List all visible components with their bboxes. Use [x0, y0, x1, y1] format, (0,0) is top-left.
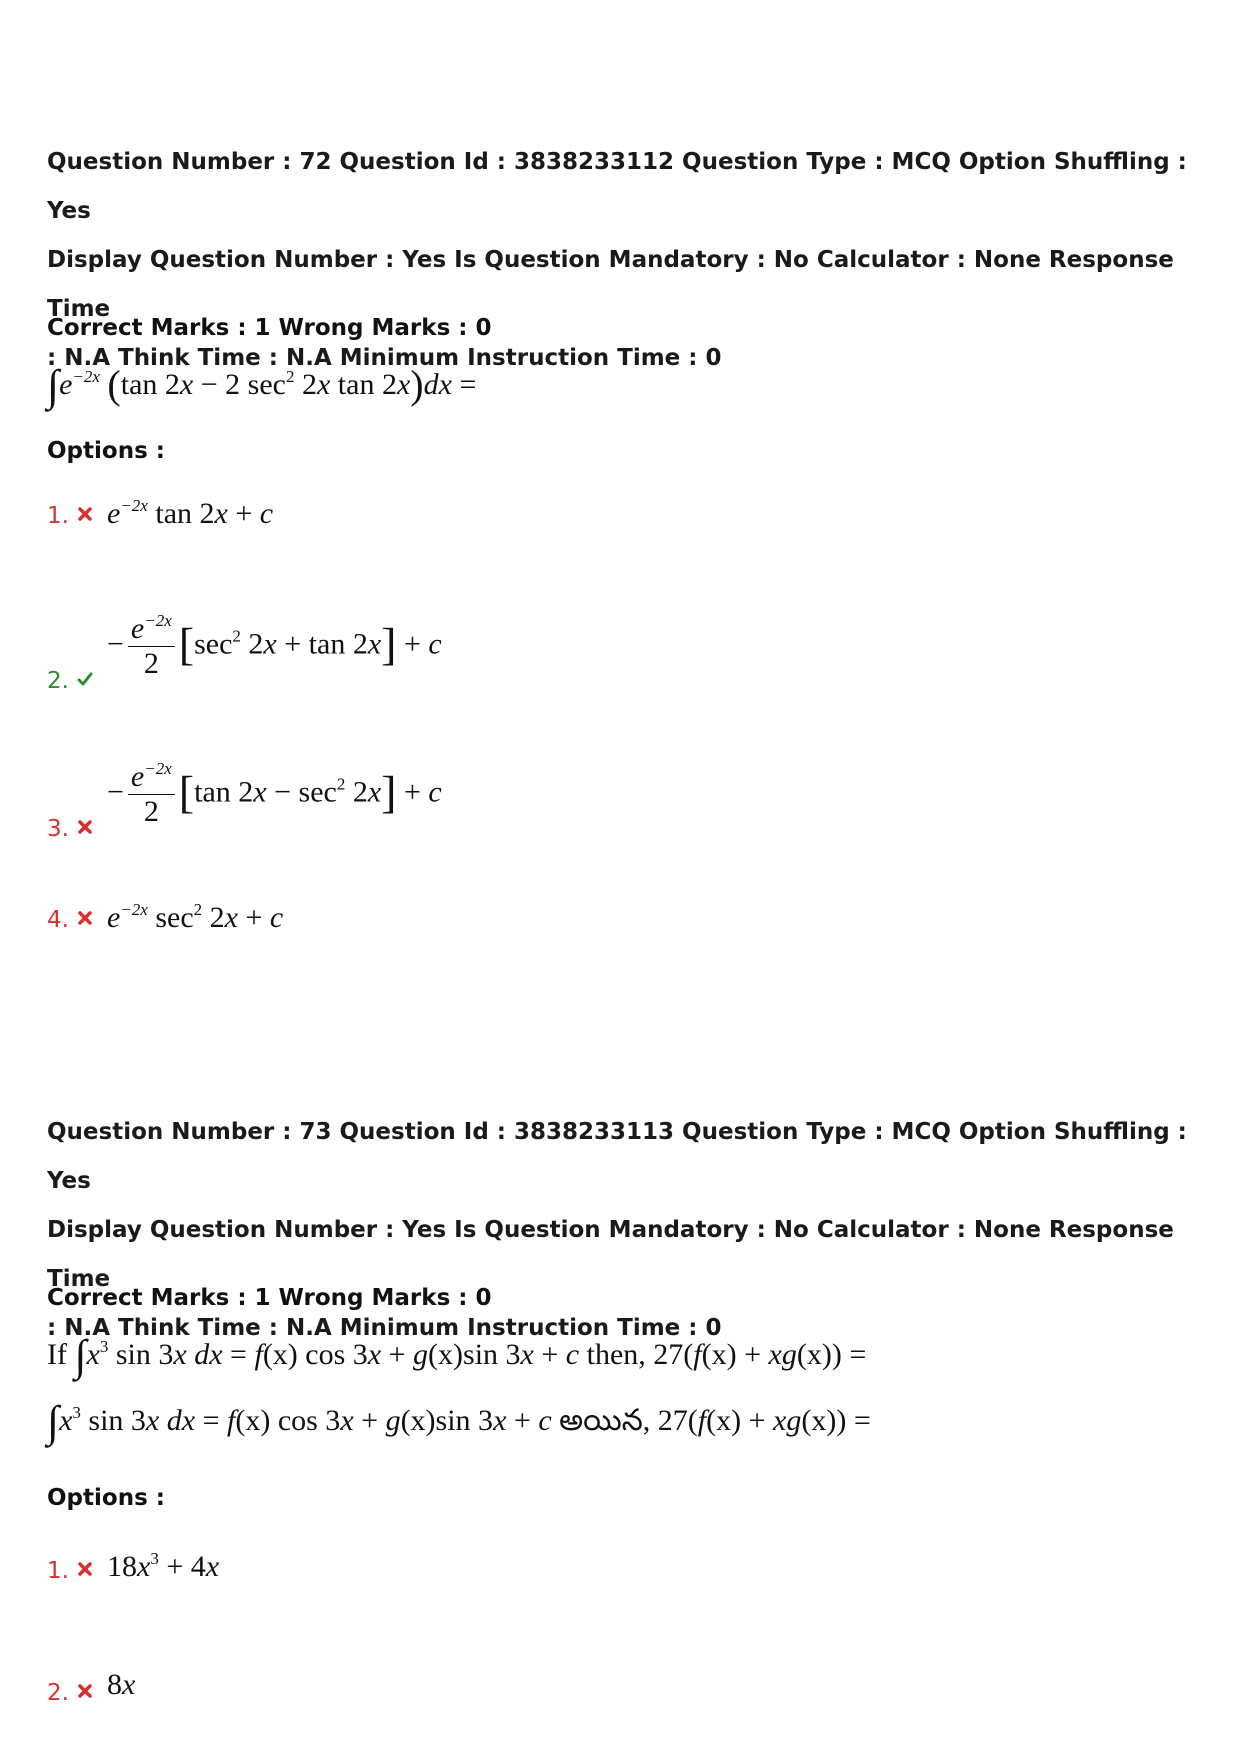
question-73: [47, 1108, 1207, 1748]
marks-line: Correct Marks : 1 Wrong Marks : 0: [47, 1285, 492, 1311]
option-formula: − $\frac{e^{-2x}}{2}$ [tan $2x - \sec^2 2x] + c$: [107, 759, 442, 828]
option-number: 2.: [47, 668, 69, 694]
question-stem: $\int e^{-2x}$ (tan 2x − 2 $\sec^2 2x$ tan 2x)dx =: [47, 361, 477, 410]
option-4[interactable]: [47, 900, 647, 967]
option-1[interactable]: [47, 1549, 647, 1618]
cross-icon: [77, 819, 93, 835]
marks-line: Correct Marks : 1 Wrong Marks : 0: [47, 315, 492, 341]
option-number: 1.: [47, 1558, 69, 1584]
option-1[interactable]: [47, 496, 647, 563]
option-formula: $18x^3 + 4x$: [107, 1549, 220, 1583]
question-meta-line3: : N.A Think Time : N.A Minimum Instruction Time : 0: [47, 1315, 722, 1341]
option-2[interactable]: [47, 611, 647, 728]
option-2[interactable]: [47, 1668, 647, 1740]
fraction: $\frac{e^{-2x}}{2}$: [128, 612, 175, 681]
cross-icon: [77, 1683, 93, 1699]
option-number: 4.: [47, 907, 69, 933]
option-formula: − $\frac{e^{-2x}}{2}$ [$\sec^2$ 2x + tan 2x] + c: [107, 611, 442, 680]
option-3[interactable]: [47, 759, 647, 876]
question-stem-telugu: $\int x^3$ sin 3x dx = f(x) cos 3x + g(x)sin 3x + c అయిన, 27(f(x) + xg(x)) =: [47, 1397, 871, 1446]
question-meta-line3: : N.A Think Time : N.A Minimum Instruction Time : 0: [47, 345, 722, 371]
cross-icon: [77, 506, 93, 522]
option-number: 2.: [47, 1680, 69, 1706]
question-stem-english: If $\int x^3$ sin 3x dx = f(x) cos 3x + g(x)sin 3x + c then, 27(f(x) + xg(x)) =: [47, 1331, 867, 1380]
cross-icon: [77, 910, 93, 926]
option-formula: $e^{-2x}$ $\sec^2 2x + c$: [107, 900, 284, 934]
question-meta-line1: Question Number : 73 Question Id : 3838233113 Question Type : MCQ Option Shuffling : Yes: [47, 1119, 1187, 1194]
check-icon: [77, 671, 93, 687]
option-number: 1.: [47, 503, 69, 529]
cross-icon: [77, 1561, 93, 1577]
options-label: Options :: [47, 1485, 165, 1511]
question-72: [47, 138, 1207, 1018]
question-meta-line2: Display Question Number : Yes Is Question Mandatory : No Calculator : None Response Time: [47, 1217, 1174, 1292]
question-meta-line1: Question Number : 72 Question Id : 3838233112 Question Type : MCQ Option Shuffling : Yes: [47, 149, 1187, 224]
fraction: $\frac{e^{-2x}}{2}$: [128, 760, 175, 829]
option-number: 3.: [47, 816, 69, 842]
option-formula: 8x: [107, 1668, 136, 1701]
question-meta-line2: Display Question Number : Yes Is Question Mandatory : No Calculator : None Response Time: [47, 247, 1174, 322]
option-formula: $e^{-2x}$ tan 2x + c: [107, 496, 274, 530]
options-label: Options :: [47, 438, 165, 464]
